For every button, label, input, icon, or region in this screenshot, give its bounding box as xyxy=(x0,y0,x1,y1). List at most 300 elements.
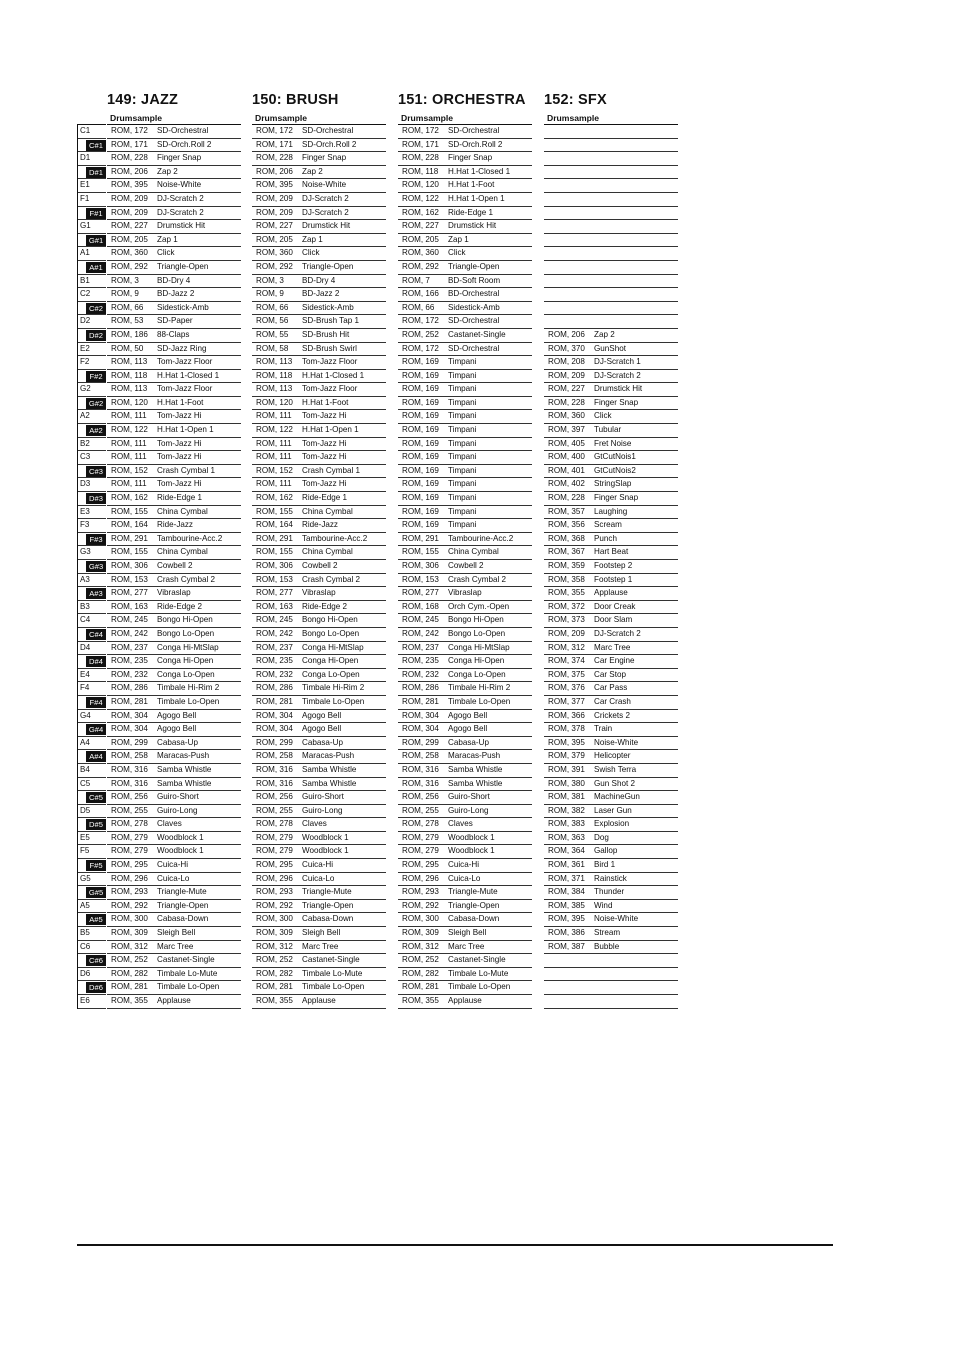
drumsample-row xyxy=(544,941,678,955)
drumsample-row xyxy=(252,981,386,995)
rom-number: ROM, 172 xyxy=(402,316,439,326)
rom-number: ROM, 252 xyxy=(256,955,293,965)
sample-name: Timbale Lo-Open xyxy=(157,982,220,992)
sample-name: Cowbell 2 xyxy=(157,561,193,570)
sample-name: Woodblock 1 xyxy=(448,832,495,842)
sample-name: Timpani xyxy=(448,384,477,394)
drumsample-row xyxy=(107,546,241,560)
rom-number: ROM, 237 xyxy=(256,642,293,652)
rom-number: ROM, 309 xyxy=(111,928,148,938)
drumsample-row xyxy=(107,832,241,846)
rom-number: ROM, 296 xyxy=(256,873,293,883)
key-label: F5 xyxy=(80,846,90,856)
sample-name: Noise-White xyxy=(594,737,639,747)
drumsample-row xyxy=(252,152,386,166)
drumsample-row xyxy=(398,601,532,615)
drumsample-row xyxy=(107,995,241,1009)
drumsample-row xyxy=(252,275,386,289)
sample-name: DJ-Scratch 2 xyxy=(302,193,349,203)
rom-number: ROM, 306 xyxy=(111,561,148,570)
rom-number: ROM, 208 xyxy=(548,357,585,367)
key-label: D4 xyxy=(80,642,91,652)
drumsample-row xyxy=(544,465,678,479)
sample-name: H.Hat 1-Closed 1 xyxy=(448,166,511,176)
rom-number: ROM, 355 xyxy=(111,996,148,1005)
key-e4 xyxy=(78,669,106,683)
rom-number: ROM, 312 xyxy=(548,642,585,652)
sample-name: Zap 2 xyxy=(594,329,615,339)
key-label: E3 xyxy=(80,506,90,516)
drumsample-row xyxy=(252,492,386,506)
rom-number: ROM, 293 xyxy=(111,887,148,897)
footer-rule xyxy=(77,1244,833,1246)
rom-number: ROM, 281 xyxy=(111,982,148,992)
rom-number: ROM, 395 xyxy=(548,737,585,747)
rom-number: ROM, 299 xyxy=(402,737,439,747)
sample-name: Bongo Hi-Open xyxy=(448,615,504,625)
drumsample-row xyxy=(398,220,532,234)
drumsample-row xyxy=(544,913,678,927)
sample-name: Tom-Jazz Hi xyxy=(157,438,202,448)
rom-number: ROM, 306 xyxy=(256,561,293,570)
drumsample-row xyxy=(252,179,386,193)
rom-number: ROM, 360 xyxy=(548,411,585,421)
rom-number: ROM, 376 xyxy=(548,683,585,693)
drumsample-row xyxy=(252,560,386,574)
drumsample-row xyxy=(398,927,532,941)
sample-name: Finger Snap xyxy=(448,153,493,163)
rom-number: ROM, 395 xyxy=(111,180,148,190)
key-dsharp2 xyxy=(78,329,106,343)
drumsample-row xyxy=(107,859,241,873)
rom-number: ROM, 293 xyxy=(402,887,439,897)
drumsample-row xyxy=(544,546,678,560)
key-asharp1 xyxy=(78,261,106,275)
sample-name: SD-Brush Hit xyxy=(302,329,350,339)
key-label: F#5 xyxy=(86,860,106,871)
key-label: C#3 xyxy=(86,466,106,477)
key-label: C1 xyxy=(80,126,91,135)
drumsample-row xyxy=(252,805,386,819)
key-g1 xyxy=(78,220,106,234)
sample-name: StringSlap xyxy=(594,479,632,489)
sample-name: Timbale Hi-Rim 2 xyxy=(302,683,365,693)
drumsample-row xyxy=(544,166,678,180)
drumsample-row xyxy=(107,179,241,193)
sample-name: Triangle-Open xyxy=(157,261,209,271)
sample-name: SD-Orchestral xyxy=(302,126,354,135)
rom-number: ROM, 281 xyxy=(256,982,293,992)
key-d3 xyxy=(78,478,106,492)
drumsample-row xyxy=(544,247,678,261)
key-label: A1 xyxy=(80,248,90,258)
rom-number: ROM, 293 xyxy=(256,887,293,897)
drumsample-row xyxy=(544,723,678,737)
rom-number: ROM, 278 xyxy=(402,819,439,829)
sample-name: SD-Orch.Roll 2 xyxy=(157,139,212,149)
key-label: B5 xyxy=(80,928,90,938)
key-b5 xyxy=(78,927,106,941)
rom-number: ROM, 120 xyxy=(111,397,148,407)
drumsample-row xyxy=(398,166,532,180)
rom-number: ROM, 286 xyxy=(111,683,148,693)
rom-number: ROM, 206 xyxy=(256,166,293,176)
key-a2 xyxy=(78,410,106,424)
rom-number: ROM, 169 xyxy=(402,493,439,503)
rom-number: ROM, 374 xyxy=(548,656,585,666)
drumsample-row xyxy=(252,778,386,792)
drumsample-row xyxy=(398,478,532,492)
key-gsharp5 xyxy=(78,886,106,900)
kit-title: 151: ORCHESTRA xyxy=(398,92,526,108)
rom-number: ROM, 111 xyxy=(256,411,292,421)
sample-name: GunShot xyxy=(594,343,626,353)
rom-number: ROM, 277 xyxy=(256,588,293,598)
drumsample-row xyxy=(107,329,241,343)
sample-name: Noise-White xyxy=(157,180,202,190)
rom-number: ROM, 316 xyxy=(111,764,148,774)
sample-name: Samba Whistle xyxy=(157,764,212,774)
key-label: G#5 xyxy=(86,887,106,898)
rom-number: ROM, 292 xyxy=(111,261,148,271)
sample-name: Car Engine xyxy=(594,656,635,666)
rom-number: ROM, 120 xyxy=(256,397,293,407)
drumsample-row xyxy=(398,410,532,424)
drumsample-row xyxy=(398,778,532,792)
sample-name: Noise-White xyxy=(302,180,347,190)
sample-name: DJ-Scratch 2 xyxy=(594,628,641,638)
drumsample-row xyxy=(398,764,532,778)
rom-number: ROM, 111 xyxy=(111,438,147,448)
rom-number: ROM, 292 xyxy=(402,261,439,271)
key-gsharp4 xyxy=(78,723,106,737)
drumsample-row xyxy=(107,655,241,669)
rom-number: ROM, 66 xyxy=(111,302,144,312)
drumsample-row xyxy=(252,927,386,941)
drumsample-row xyxy=(398,682,532,696)
drumsample-row xyxy=(398,750,532,764)
sample-name: Applause xyxy=(448,996,482,1005)
sample-name: BD-Dry 4 xyxy=(302,275,336,285)
drumsample-row xyxy=(398,370,532,384)
rom-number: ROM, 385 xyxy=(548,900,585,910)
sample-name: Bird 1 xyxy=(594,860,616,870)
rom-number: ROM, 153 xyxy=(111,574,148,584)
drumsample-row xyxy=(544,193,678,207)
key-csharp2 xyxy=(78,302,106,316)
drumsample-row xyxy=(544,642,678,656)
key-label: E6 xyxy=(80,996,90,1005)
rom-number: ROM, 152 xyxy=(256,465,293,475)
key-d4 xyxy=(78,642,106,656)
sample-name: Guiro-Short xyxy=(302,792,344,802)
drumsample-row xyxy=(107,968,241,982)
drumsample-row xyxy=(252,900,386,914)
sample-name: Marc Tree xyxy=(302,941,339,951)
key-label: C2 xyxy=(80,289,91,299)
sample-name: Timpani xyxy=(448,520,477,530)
sample-name: Zap 1 xyxy=(448,234,469,244)
drumsample-row xyxy=(252,139,386,153)
rom-number: ROM, 3 xyxy=(256,275,284,285)
rom-number: ROM, 355 xyxy=(402,996,439,1005)
key-d6 xyxy=(78,968,106,982)
sample-name: Tambourine-Acc.2 xyxy=(448,533,514,543)
rom-number: ROM, 209 xyxy=(548,628,585,638)
rom-number: ROM, 405 xyxy=(548,438,585,448)
rom-number: ROM, 122 xyxy=(402,193,439,203)
sample-name: BD-Dry 4 xyxy=(157,275,191,285)
drumsample-row xyxy=(398,941,532,955)
drumsample-row xyxy=(107,845,241,859)
rom-number: ROM, 228 xyxy=(256,153,293,163)
drumsample-row xyxy=(544,927,678,941)
rom-number: ROM, 282 xyxy=(256,968,293,978)
sample-name: Tom-Jazz Floor xyxy=(157,357,213,367)
drumsample-row xyxy=(544,438,678,452)
sample-name: Tom-Jazz Hi xyxy=(302,452,347,462)
rom-number: ROM, 169 xyxy=(402,506,439,516)
drumsample-row xyxy=(107,152,241,166)
key-label: F#2 xyxy=(86,371,106,382)
rom-number: ROM, 292 xyxy=(256,261,293,271)
rom-number: ROM, 387 xyxy=(548,941,585,951)
rom-number: ROM, 227 xyxy=(402,221,439,231)
rom-number: ROM, 278 xyxy=(111,819,148,829)
drumsample-row xyxy=(544,506,678,520)
key-fsharp4 xyxy=(78,696,106,710)
key-label: G4 xyxy=(80,710,91,720)
kit-column xyxy=(398,124,532,1009)
sample-name: Door Creak xyxy=(594,601,636,611)
drumsample-row xyxy=(544,818,678,832)
key-label: F#3 xyxy=(86,534,106,545)
sample-name: DJ-Scratch 2 xyxy=(157,207,204,217)
sample-name: Castanet-Single xyxy=(448,955,506,965)
rom-number: ROM, 395 xyxy=(256,180,293,190)
drumsample-row xyxy=(544,655,678,669)
key-label: D5 xyxy=(80,805,91,815)
rom-number: ROM, 242 xyxy=(256,628,293,638)
rom-number: ROM, 163 xyxy=(111,601,148,611)
rom-number: ROM, 66 xyxy=(256,302,289,312)
drumsample-row xyxy=(107,343,241,357)
rom-number: ROM, 370 xyxy=(548,343,585,353)
rom-number: ROM, 296 xyxy=(111,873,148,883)
sample-name: Orch Cym.-Open xyxy=(448,601,510,611)
sample-name: Timbale Lo-Mute xyxy=(302,968,363,978)
drumsample-row xyxy=(544,669,678,683)
drumsample-row xyxy=(107,397,241,411)
drumsample-row xyxy=(252,954,386,968)
key-label: A#4 xyxy=(86,751,106,762)
sample-name: Drumstick Hit xyxy=(448,221,497,231)
rom-number: ROM, 232 xyxy=(111,669,148,679)
rom-number: ROM, 235 xyxy=(402,656,439,666)
drumsample-row xyxy=(544,139,678,153)
key-e5 xyxy=(78,832,106,846)
drumsample-row xyxy=(544,261,678,275)
sample-name: H.Hat 1-Foot xyxy=(302,397,349,407)
drumsample-row xyxy=(252,356,386,370)
rom-number: ROM, 166 xyxy=(402,289,439,299)
drumsample-row xyxy=(544,220,678,234)
drumsample-row xyxy=(398,261,532,275)
drumsample-row xyxy=(252,438,386,452)
key-dsharp1 xyxy=(78,166,106,180)
rom-number: ROM, 281 xyxy=(111,696,148,706)
drumsample-row xyxy=(398,710,532,724)
sample-name: Car Crash xyxy=(594,696,631,706)
sample-name: China Cymbal xyxy=(448,547,499,557)
sample-name: China Cymbal xyxy=(302,547,353,557)
rom-number: ROM, 357 xyxy=(548,506,585,516)
sample-name: Crash Cymbal 1 xyxy=(302,465,361,475)
key-label: F1 xyxy=(80,193,90,203)
rom-number: ROM, 111 xyxy=(256,452,292,462)
key-g2 xyxy=(78,383,106,397)
sample-name: Explosion xyxy=(594,819,630,829)
key-label: C#2 xyxy=(86,303,106,314)
key-a4 xyxy=(78,737,106,751)
key-label: F3 xyxy=(80,520,90,530)
rom-number: ROM, 279 xyxy=(402,832,439,842)
sample-name: Conga Lo-Open xyxy=(448,669,506,679)
sample-name: Triangle-Mute xyxy=(302,887,352,897)
drumsample-row xyxy=(107,451,241,465)
drumsample-row xyxy=(544,315,678,329)
drumsample-row xyxy=(398,805,532,819)
drumsample-row xyxy=(107,954,241,968)
rom-number: ROM, 209 xyxy=(256,193,293,203)
sample-name: Conga Hi-MtSlap xyxy=(448,642,510,652)
drumsample-row xyxy=(107,519,241,533)
drumsample-row xyxy=(107,614,241,628)
drumsample-row xyxy=(398,859,532,873)
drumsample-row xyxy=(398,125,532,139)
rom-number: ROM, 355 xyxy=(256,996,293,1005)
drumsample-row xyxy=(252,886,386,900)
key-label: D#1 xyxy=(86,167,106,178)
drumsample-row xyxy=(252,193,386,207)
drumsample-row xyxy=(544,519,678,533)
sample-name: Drumstick Hit xyxy=(157,221,206,231)
sample-name: Guiro-Short xyxy=(448,792,490,802)
rom-number: ROM, 304 xyxy=(402,710,439,720)
rom-number: ROM, 232 xyxy=(402,669,439,679)
sample-name: Cuica-Hi xyxy=(302,860,334,870)
sample-name: Hart Beat xyxy=(594,547,629,557)
drumsample-row xyxy=(398,152,532,166)
drumsample-row xyxy=(107,764,241,778)
key-label: E5 xyxy=(80,832,90,842)
sample-name: Triangle-Open xyxy=(302,261,354,271)
drumsample-row xyxy=(107,125,241,139)
drumsample-row xyxy=(544,424,678,438)
kit-column xyxy=(252,124,386,1009)
rom-number: ROM, 155 xyxy=(402,547,439,557)
sample-name: Claves xyxy=(448,819,473,829)
rom-number: ROM, 186 xyxy=(111,329,148,339)
drumsample-row xyxy=(398,139,532,153)
drumsample-row xyxy=(107,410,241,424)
rom-number: ROM, 255 xyxy=(111,805,148,815)
sample-name: DJ-Scratch 2 xyxy=(157,193,204,203)
key-label: A2 xyxy=(80,411,90,421)
sample-name: Sleigh Bell xyxy=(302,928,341,938)
rom-number: ROM, 66 xyxy=(402,302,435,312)
drumsample-row xyxy=(398,275,532,289)
drumsample-row xyxy=(107,275,241,289)
sample-name: Wind xyxy=(594,900,613,910)
rom-number: ROM, 255 xyxy=(256,805,293,815)
rom-number: ROM, 281 xyxy=(402,696,439,706)
drumsample-row xyxy=(398,234,532,248)
sample-name: China Cymbal xyxy=(157,547,208,557)
sample-name: Timpani xyxy=(448,493,477,503)
sample-name: Zap 1 xyxy=(302,234,323,244)
sample-name: Conga Lo-Open xyxy=(302,669,360,679)
rom-number: ROM, 209 xyxy=(256,207,293,217)
key-label: D2 xyxy=(80,316,91,326)
rom-number: ROM, 402 xyxy=(548,479,585,489)
rom-number: ROM, 395 xyxy=(548,914,585,924)
sample-name: Click xyxy=(594,411,612,421)
sample-name: Noise-White xyxy=(594,914,639,924)
sample-name: Tom-Jazz Floor xyxy=(157,384,213,394)
sample-name: Samba Whistle xyxy=(157,778,212,788)
drumsample-row xyxy=(107,261,241,275)
drumsample-row xyxy=(107,913,241,927)
rom-number: ROM, 316 xyxy=(256,778,293,788)
drumsample-row xyxy=(544,900,678,914)
rom-number: ROM, 162 xyxy=(402,207,439,217)
rom-number: ROM, 171 xyxy=(111,139,148,149)
rom-number: ROM, 245 xyxy=(256,615,293,625)
drumsample-row xyxy=(107,356,241,370)
key-asharp5 xyxy=(78,913,106,927)
drumsample-row xyxy=(252,506,386,520)
rom-number: ROM, 256 xyxy=(111,792,148,802)
rom-number: ROM, 122 xyxy=(111,425,148,435)
sample-name: Vibraslap xyxy=(157,588,191,598)
sample-name: Bongo Lo-Open xyxy=(302,628,360,638)
drumsample-row xyxy=(252,166,386,180)
sample-name: H.Hat 1-Open 1 xyxy=(157,425,214,435)
sample-name: Cabasa-Up xyxy=(448,737,489,747)
sample-name: Samba Whistle xyxy=(302,764,357,774)
sample-name: SD-Orchestral xyxy=(448,126,500,135)
sample-name: Car Pass xyxy=(594,683,628,693)
sample-name: Marc Tree xyxy=(448,941,485,951)
rom-number: ROM, 122 xyxy=(256,425,293,435)
sample-name: GtCutNois1 xyxy=(594,452,636,462)
rom-number: ROM, 235 xyxy=(111,656,148,666)
key-e3 xyxy=(78,506,106,520)
drumsample-row xyxy=(398,451,532,465)
drumsample-row xyxy=(252,302,386,316)
drumsample-row xyxy=(398,845,532,859)
drumsample-row xyxy=(107,139,241,153)
sample-name: Ride-Edge 1 xyxy=(157,493,202,503)
drumsample-row xyxy=(544,710,678,724)
drumsample-row xyxy=(398,424,532,438)
drumsample-row xyxy=(107,587,241,601)
rom-number: ROM, 169 xyxy=(402,438,439,448)
rom-number: ROM, 155 xyxy=(111,547,148,557)
drumsample-row xyxy=(252,465,386,479)
drumsample-row xyxy=(107,873,241,887)
